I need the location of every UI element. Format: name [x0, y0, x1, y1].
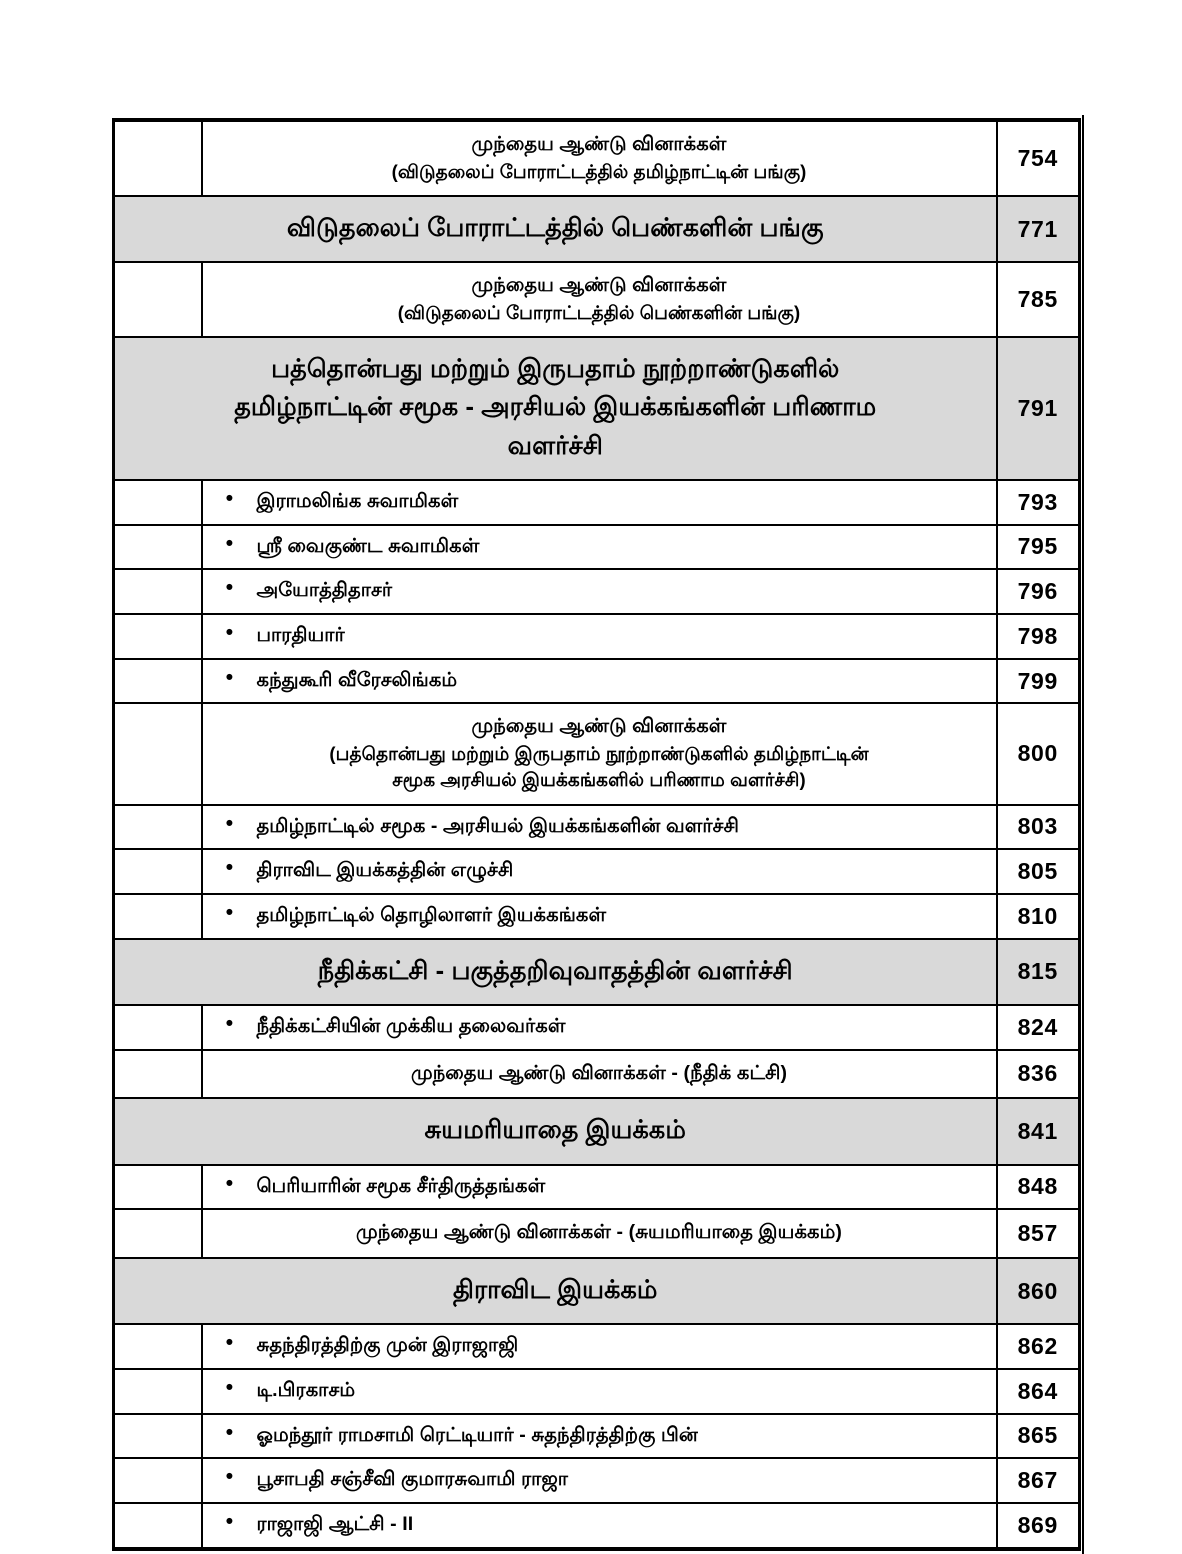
entry-row — [203, 902, 986, 930]
bullet-icon: • — [225, 576, 234, 600]
bullet-icon: • — [225, 1375, 234, 1399]
section-title-line: விடுதலைப் போராட்டத்தில் பெண்களின் பங்கு — [286, 213, 824, 242]
bullet-icon: • — [225, 1171, 234, 1195]
entry-cell — [202, 614, 997, 659]
page-number-cell: 848 — [997, 1165, 1080, 1210]
page-number-cell: 785 — [997, 262, 1080, 337]
table-of-contents — [112, 118, 1078, 1551]
table-row — [114, 480, 1080, 525]
entry-label: பூசாபதி சஞ்சீவி குமாரசுவாமி ராஜா — [256, 1468, 568, 1491]
table-row — [114, 849, 1080, 894]
previous-year-questions-cell — [202, 262, 997, 337]
questions-heading-line: முந்தைய ஆண்டு வினாக்கள் - (நீதிக் கட்சி) — [410, 1061, 788, 1084]
entry-label: அயோத்திதாசர் — [256, 579, 393, 602]
entry-row — [203, 857, 986, 885]
bullet-icon: • — [225, 531, 234, 555]
questions-heading-line: முந்தைய ஆண்டு வினாக்கள் — [471, 274, 727, 297]
entry-row — [203, 1332, 986, 1360]
gutter-cell — [114, 262, 202, 337]
entry-cell — [202, 480, 997, 525]
bullet-icon: • — [225, 1331, 234, 1355]
entry-label: இராமலிங்க சுவாமிகள் — [256, 489, 459, 512]
gutter-cell — [114, 1005, 202, 1050]
page-number-cell: 793 — [997, 480, 1080, 525]
entry-cell — [202, 849, 997, 894]
bullet-icon: • — [225, 856, 234, 880]
gutter-cell — [114, 1414, 202, 1459]
table-row — [114, 1209, 1080, 1258]
gutter-cell — [114, 614, 202, 659]
entry-row — [203, 577, 986, 605]
questions-heading-line: முந்தைய ஆண்டு வினாக்கள் — [471, 133, 727, 155]
bullet-icon: • — [225, 620, 234, 644]
bullet-icon: • — [225, 1465, 234, 1489]
section-title-line: சுயமரியாதை இயக்கம் — [424, 1116, 686, 1145]
table-row — [114, 1369, 1080, 1414]
page-number-cell: 815 — [997, 939, 1080, 1005]
entry-cell — [202, 1414, 997, 1459]
page-number-cell: 805 — [997, 849, 1080, 894]
section-title-line: வளர்ச்சி — [507, 431, 603, 460]
table-row — [114, 262, 1080, 337]
entry-row — [203, 488, 986, 516]
page-number-cell: 799 — [997, 659, 1080, 704]
bullet-icon: • — [225, 1509, 234, 1533]
page-number-cell: 824 — [997, 1005, 1080, 1050]
entry-row — [203, 1422, 986, 1450]
table-row — [114, 1324, 1080, 1369]
section-title-line: பத்தொன்பது மற்றும் இருபதாம் நூற்றாண்டுகளில் — [271, 355, 840, 384]
gutter-cell — [114, 480, 202, 525]
gutter-cell — [114, 659, 202, 704]
table-row — [114, 569, 1080, 614]
page-number-cell: 810 — [997, 894, 1080, 939]
gutter-cell — [114, 894, 202, 939]
gutter-cell — [114, 1324, 202, 1369]
entry-row — [203, 622, 986, 650]
section-title-cell — [114, 337, 997, 480]
page-number-cell: 796 — [997, 569, 1080, 614]
table-row — [114, 1503, 1080, 1549]
table-row — [114, 1258, 1080, 1324]
page-number-cell: 841 — [997, 1098, 1080, 1164]
gutter-cell — [114, 1369, 202, 1414]
table-row — [114, 1098, 1080, 1164]
entry-label: திராவிட இயக்கத்தின் எழுச்சி — [256, 859, 514, 882]
entry-label: நீதிக்கட்சியின் முக்கிய தலைவர்கள் — [256, 1014, 566, 1037]
bullet-icon: • — [225, 811, 234, 835]
entry-label: பாரதியார் — [256, 623, 345, 646]
entry-label: சுதந்திரத்திற்கு முன் இராஜாஜி — [256, 1334, 519, 1357]
entry-cell — [202, 1369, 997, 1414]
entry-label: ராஜாஜி ஆட்சி - II — [256, 1512, 414, 1535]
page-number-cell: 754 — [997, 120, 1080, 196]
page-number-cell: 864 — [997, 1369, 1080, 1414]
entry-label: பெரியாரின் சமூக சீர்திருத்தங்கள் — [256, 1174, 546, 1197]
gutter-cell — [114, 849, 202, 894]
page-number-cell: 867 — [997, 1458, 1080, 1503]
entry-cell — [202, 1324, 997, 1369]
table-row — [114, 805, 1080, 850]
gutter-cell — [114, 120, 202, 196]
entry-row — [203, 1466, 986, 1494]
gutter-cell — [114, 1050, 202, 1099]
entry-row — [203, 533, 986, 561]
page-number-cell: 836 — [997, 1050, 1080, 1099]
entry-cell — [202, 1005, 997, 1050]
entry-label: தமிழ்நாட்டில் தொழிலாளர் இயக்கங்கள் — [256, 903, 607, 926]
entry-cell — [202, 659, 997, 704]
entry-label: டி.பிரகாசம் — [256, 1378, 356, 1401]
gutter-cell — [114, 703, 202, 804]
page-number-cell: 798 — [997, 614, 1080, 659]
questions-subtitle-line: சமூக அரசியல் இயக்கங்களில் பரிணாம வளர்ச்சி) — [392, 769, 806, 791]
page-number-cell: 800 — [997, 703, 1080, 804]
table-row — [114, 525, 1080, 570]
section-title-cell — [114, 1098, 997, 1164]
table-row — [114, 659, 1080, 704]
page-number-cell: 771 — [997, 196, 1080, 262]
gutter-cell — [114, 1209, 202, 1258]
gutter-cell — [114, 1503, 202, 1549]
page-number-cell: 795 — [997, 525, 1080, 570]
table-row — [114, 1458, 1080, 1503]
entry-label: கந்துகூரி வீரேசலிங்கம் — [256, 668, 458, 691]
questions-subtitle-line: (பத்தொன்பது மற்றும் இருபதாம் நூற்றாண்டுகளில் தமிழ்நாட்டின் — [329, 743, 869, 765]
table-row — [114, 1165, 1080, 1210]
table-row — [114, 1005, 1080, 1050]
entry-label: ஓமந்தூர் ராமசாமி ரெட்டியார் - சுதந்திரத்திற்கு பின் — [256, 1423, 698, 1446]
page-number-cell: 865 — [997, 1414, 1080, 1459]
previous-year-questions-cell — [202, 120, 997, 196]
page-number-cell: 860 — [997, 1258, 1080, 1324]
section-title-line: திராவிட இயக்கம் — [452, 1275, 658, 1304]
bullet-icon: • — [225, 665, 234, 689]
entry-row — [203, 667, 986, 695]
page-number-cell: 869 — [997, 1503, 1080, 1549]
questions-heading-line: முந்தைய ஆண்டு வினாக்கள் - (சுயமரியாதை இயக்கம்) — [356, 1221, 842, 1244]
entry-cell — [202, 805, 997, 850]
table-row — [114, 196, 1080, 262]
previous-year-questions-cell — [202, 703, 997, 804]
section-title-line: நீதிக்கட்சி - பகுத்தறிவுவாதத்தின் வளர்ச்சி — [317, 956, 793, 985]
questions-subtitle-line: (விடுதலைப் போராட்டத்தில் பெண்களின் பங்கு) — [397, 301, 801, 323]
entry-row — [203, 1511, 986, 1539]
entry-row — [203, 813, 986, 841]
bullet-icon: • — [225, 1011, 234, 1035]
section-title-line: தமிழ்நாட்டின் சமூக - அரசியல் இயக்கங்களின் பரிணாம — [234, 393, 877, 422]
gutter-cell — [114, 569, 202, 614]
entry-cell — [202, 1165, 997, 1210]
questions-subtitle-line: (விடுதலைப் போராட்டத்தில் தமிழ்நாட்டின் பங்கு) — [391, 160, 807, 182]
entry-row — [203, 1377, 986, 1405]
table-row — [114, 939, 1080, 1005]
table-row — [114, 703, 1080, 804]
page-number-cell: 857 — [997, 1209, 1080, 1258]
table-row — [114, 120, 1080, 196]
entry-row — [203, 1013, 986, 1041]
table-row — [114, 1414, 1080, 1459]
table-row — [114, 1050, 1080, 1099]
previous-year-questions-cell — [202, 1050, 997, 1099]
page-number-cell: 791 — [997, 337, 1080, 480]
section-title-cell — [114, 939, 997, 1005]
entry-cell — [202, 1503, 997, 1549]
entry-row — [203, 1173, 986, 1201]
gutter-cell — [114, 805, 202, 850]
page-number-cell: 862 — [997, 1324, 1080, 1369]
bullet-icon: • — [225, 900, 234, 924]
entry-cell — [202, 569, 997, 614]
section-title-cell — [114, 1258, 997, 1324]
entry-label: தமிழ்நாட்டில் சமூக - அரசியல் இயக்கங்களின் வளர்ச்சி — [256, 814, 739, 837]
page-number-cell: 803 — [997, 805, 1080, 850]
gutter-cell — [114, 1458, 202, 1503]
gutter-cell — [114, 525, 202, 570]
bullet-icon: • — [225, 1420, 234, 1444]
bullet-icon: • — [225, 486, 234, 510]
gutter-cell — [114, 1165, 202, 1210]
questions-heading-line: முந்தைய ஆண்டு வினாக்கள் — [471, 715, 727, 738]
table-row — [114, 614, 1080, 659]
entry-cell — [202, 525, 997, 570]
toc-table — [112, 118, 1081, 1551]
previous-year-questions-cell — [202, 1209, 997, 1258]
table-row — [114, 337, 1080, 480]
entry-cell — [202, 894, 997, 939]
table-row — [114, 894, 1080, 939]
entry-cell — [202, 1458, 997, 1503]
entry-label: ஸ்ரீ வைகுண்ட சுவாமிகள் — [256, 534, 480, 557]
section-title-cell — [114, 196, 997, 262]
